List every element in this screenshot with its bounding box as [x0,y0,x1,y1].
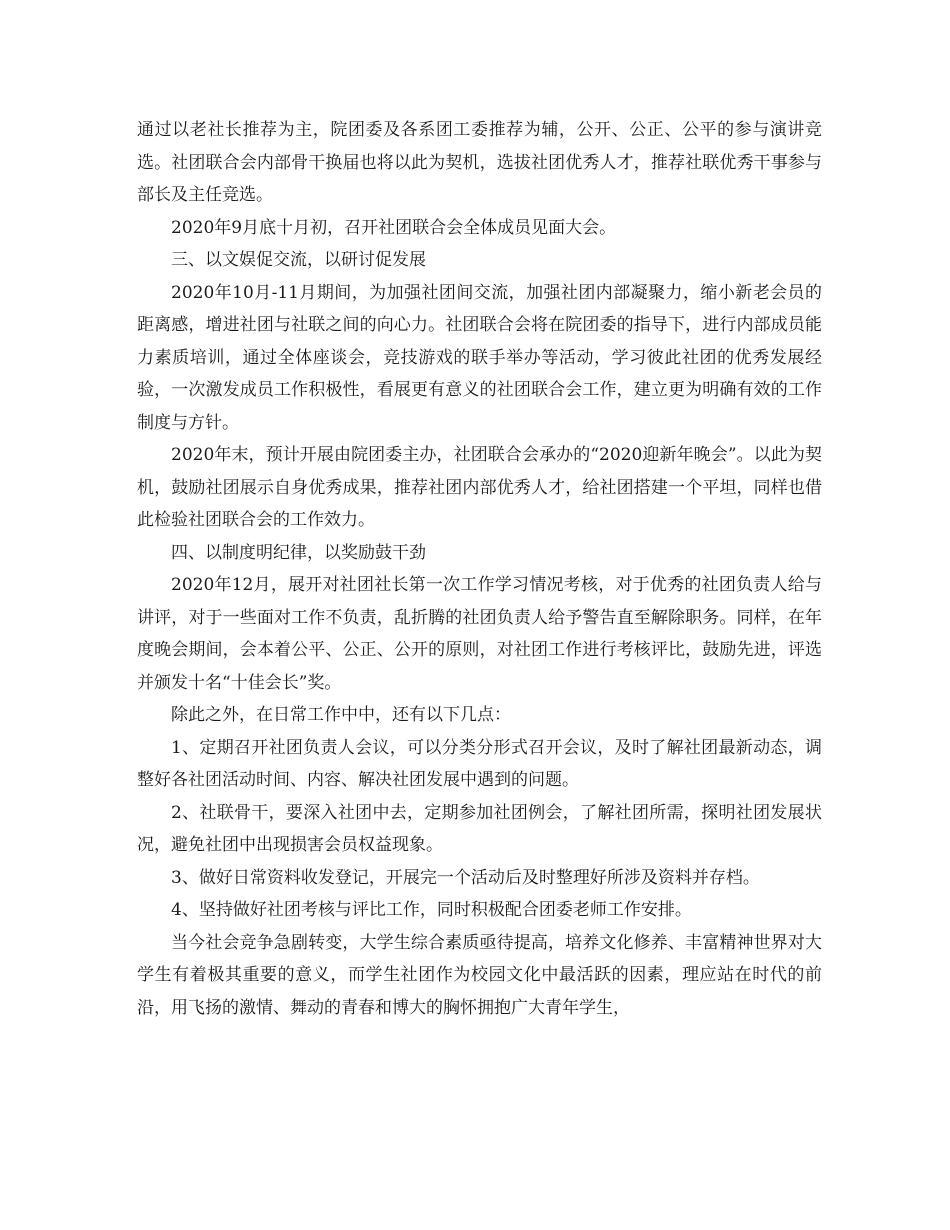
section-heading-4: 四、以制度明纪律，以奖励鼓干劲 [171,542,426,563]
paragraph-8: 除此之外，在日常工作中中，还有以下几点： [171,705,511,725]
document-body [137,114,822,1024]
paragraph-13: 当今社会竞争急剧转变，大学生综合素质亟待提高，培养文化修养、丰富精神世界对大学生有着极其重要的意义，而学生社团作为校园文化中最活跃的因素，理应站在时代的前沿，用飞扬的激情、舞动的青春和博大的胸怀拥抱广大青年学生， [137,932,822,1018]
list-item-2: 2、社联骨干，要深入社团中去，定期参加社团例会，了解社团所需，探明社团发展状况，避免社团中出现损害会员权益现象。 [137,802,822,855]
paragraph-5: 2020年末，预计开展由院团委主办，社团联合会承办的“2020迎新年晚会”。以此为契机，鼓励社团展示自身优秀成果，推荐社团内部优秀人才，给社团搭建一个平坦，同样也借此检验社团联合会的工作效力。 [137,445,822,530]
list-item-4: 4、坚持做好社团考核与评比工作，同时积极配合团委老师工作安排。 [171,900,692,920]
paragraph-2: 2020年9月底十月初，召开社团联合会全体成员见面大会。 [171,217,617,238]
list-item-3: 3、做好日常资料收发登记，开展完一个活动后及时整理好所涉及资料并存档。 [171,867,760,888]
paragraph-4: 2020年10月-11月期间，为加强社团间交流，加强社团内部凝聚力，缩小新老会员的距离感，增进社团与社联之间的向心力。社团联合会将在院团委的指导下，进行内部成员能力素质培训，通过全体座谈会，竞技游戏的联手举办等活动，学习彼此社团的优秀发展经验，一次激发成员工作积极性，看展更有意义的社团联合会工作，建立更为明确有效的工作制度与方针。 [137,282,822,433]
paragraph-7: 2020年12月，展开对社团社长第一次工作学习情况考核，对于优秀的社团负责人给与讲评，对于一些面对工作不负责，乱折腾的社团负责人给予警告直至解除职务。同样，在年度晚会期间，会本着公平、公正、公开的原则，对社团工作进行考核评比，鼓励先进，评选并颁发十名“十佳会长”奖。 [137,575,822,693]
list-item-1: 1、定期召开社团负责人会议，可以分类分形式召开会议，及时了解社团最新动态，调整好各社团活动时间、内容、解决社团发展中遇到的问题。 [137,737,822,790]
section-heading-3: 三、以文娱促交流，以研讨促发展 [171,250,426,270]
paragraph-1: 通过以老社长推荐为主，院团委及各系团工委推荐为辅，公开、公正、公平的参与演讲竞选。社团联合会内部骨干换届也将以此为契机，选拔社团优秀人才，推荐社联优秀干事参与部长及主任竞选。 [137,120,822,205]
